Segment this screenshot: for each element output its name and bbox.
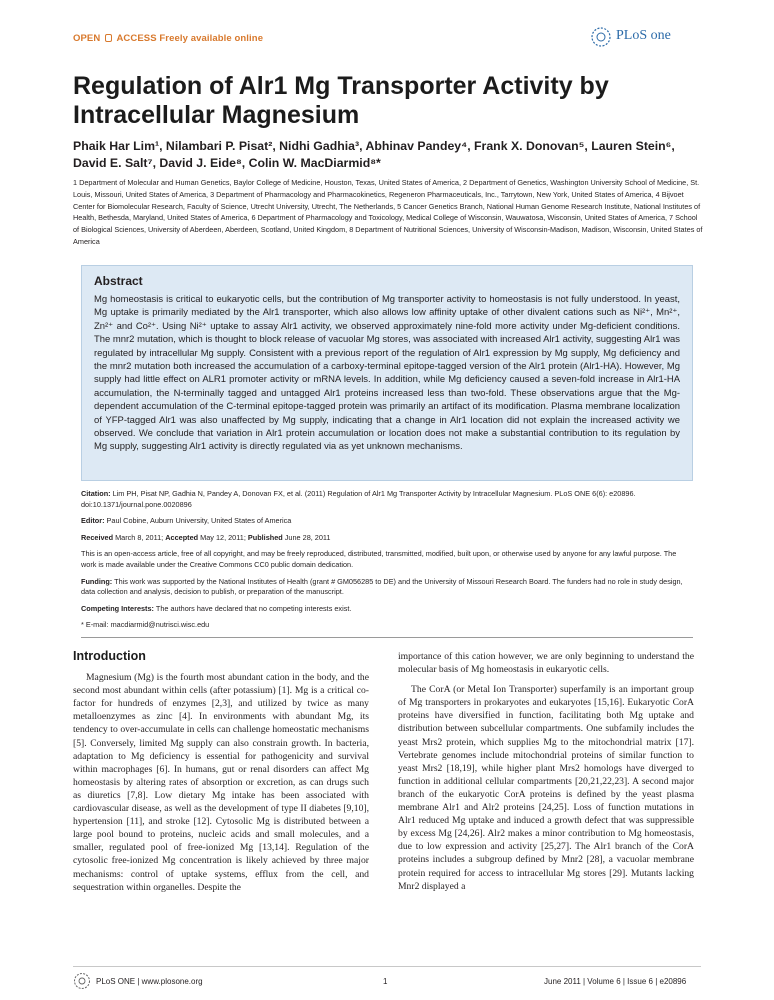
article-meta bbox=[81, 489, 693, 637]
citation-text: Lim PH, Pisat NP, Gadhia N, Pandey A, Donovan FX, et al. (2011) Regulation of Alr1 Mg Transporter Activity by Intracellular Magnesium. PLoS ONE 6(6): e20896. doi:10.1371/journal.pone.0020896 bbox=[81, 489, 636, 509]
footer-divider bbox=[73, 966, 701, 967]
body-column-right bbox=[398, 650, 694, 893]
citation: Citation: Lim PH, Pisat NP, Gadhia N, Pandey A, Donovan FX, et al. (2011) Regulation of Alr1 Mg Transporter Activity by Intracellular Magnesium. PLoS ONE 6(6): e20896. doi:10.1371/journal.pone.0020896 bbox=[81, 489, 636, 509]
open-access-lock-icon bbox=[105, 34, 112, 42]
authors-line-2: David E. Salt⁷, David J. Eide⁸, Colin W. MacDiarmid⁸* bbox=[73, 156, 381, 170]
plos-logo[interactable] bbox=[590, 24, 700, 50]
funding-text: This work was supported by the National Institutes of Health (grant # GM056285 to DE) and the University of Missouri Research Board. The funders had no role in study design, data collection and analysis, decision to publish, or preparation of the manuscript. bbox=[81, 576, 683, 597]
footer-issue: June 2011 | Volume 6 | Issue 6 | e20896 bbox=[544, 977, 687, 986]
competing-interests: Competing Interests: The authors have declared that no competing interests exist. bbox=[81, 603, 352, 613]
author-list bbox=[73, 138, 713, 172]
editor: Editor: Paul Cobine, Auburn University, United States of America bbox=[81, 516, 292, 526]
editor-text: Paul Cobine, Auburn University, United States of America bbox=[106, 516, 292, 526]
license: This is an open-access article, free of all copyright, and may be freely reproduced, distributed, transmitted, modified, built upon, or otherwise used by anyone for any lawful purpose. The work is made available under the Creative Commons CC0 public domain dedication. bbox=[81, 549, 677, 569]
funding: Funding: This work was supported by the National Institutes of Health (grant # GM056285 to DE) and the University of Missouri Research Board. The funders had no role in study design, data collection and analysis, decision to publish, or preparation of the manuscript. bbox=[81, 576, 683, 597]
abstract-box bbox=[81, 265, 693, 481]
intro-paragraph-2: importance of this cation however, we are only beginning to understand the molecular basis of Mg homeostasis in eukaryotic cells. bbox=[398, 651, 694, 676]
body-column-left bbox=[73, 650, 369, 894]
intro-paragraph-1: Magnesium (Mg) is the fourth most abundant cation in the body, and the second most abundant within cells (after potassium) [1]. Mg is a critical co-factor for hundreds of enzymes [2,3], and utilized by twice as many metalloenzymes as zinc [4]. In environments with abundant Mg, its tendency to over-accumulate in cells can challenge homeostatic mechanisms [5]. Conversely, limited Mg supply can also constrain growth. In bacteria, adaptation to Mg deficiency is essential for pathogenicity and survival within macrophages [6]. In humans, gut or renal disorders can affect Mg homeostasis by altering rates of absorption or excretion, as can drugs such as diuretics [7,8]. Low dietary Mg intake has been associated with cardiovascular disease, as well as the development of type II diabetes [9,10], hypertension [11], and stroke [12]. Cytosolic Mg is distributed between a large pool bound to proteins, nucleic acids and small molecules, and a smaller, regulated pool of free-ionized Mg [13,14]. Regulation of the cytosolic free-ionized Mg concentration is likely achieved by three major mechanisms: control of uptake systems, efflux from the cell, and sequestration within organelles. Despite the bbox=[73, 672, 369, 893]
open-access-label: OPEN bbox=[73, 33, 101, 44]
page-number: 1 bbox=[383, 977, 388, 986]
abstract-text: Mg homeostasis is critical to eukaryotic cells, but the contribution of Mg transporter activity to homeostasis is not fully understood. In yeast, Mg uptake is primarily mediated by the Alr1 transporter, which also allows low affinity uptake of other divalent cations such as Ni²⁺, Mn²⁺, Zn²⁺ and Co²⁺. Using Ni²⁺ uptake to assay Alr1 activity, we observed approximately nine-fold more activity under Mg-deficient conditions. The mnr2 mutation, which is thought to block release of vacuolar Mg stores, was associated with increased Alr1 activity, suggesting Alr1 was regulated by intracellular Mg supply. Consistent with a previous report of the regulation of Alr1 expression by Mg supply, Mg deficiency and the mnr2 mutation both increased the accumulation of a carboxy-terminal epitope-tagged version of the Alr1 protein (Alr1-HA). However, Mg supply had little effect on ALR1 promoter activity or mRNA levels. In addition, while Mg deficiency caused a seven-fold increase in Alr1-HA accumulation, the N-terminally tagged and untagged Alr1 proteins increased less than two-fold. These observations argue that the Mg-dependent accumulation of the C-terminal epitope-tagged protein was primarily an artifact of its modification. Plasma membrane localization of YFP-tagged Alr1 was also unaffected by Mg supply, indicating that a change in Alr1 location did not explain the increased activity we observed. We conclude that variation in Alr1 protein accumulation or location does not make a substantial contribution to its regulation by Mg supply, suggesting Alr1 activity is directly regulated via as yet unknown mechanisms. bbox=[94, 294, 680, 453]
open-access-banner bbox=[73, 33, 263, 44]
plos-footer-logo-icon bbox=[73, 972, 91, 990]
corresponding-email[interactable]: * E-mail: macdiarmid@nutrisci.wisc.edu bbox=[81, 620, 210, 630]
intro-paragraph-3: The CorA (or Metal Ion Transporter) superfamily is an important group of Mg transporters in prokaryotes and eukaryotes [15,16]. Eukaryotic CorA proteins have diversified in function, facilitating both Mg uptake and distribution between subcellular compartments. One subfamily includes the yeast Mrs2 protein, which supplies Mg to the mitochondrial matrix [17]. Vertebrate genomes include mitochondrial proteins of similar function to yeast Mrs2 [18,19], while higher plant Mrs2 homologs have diverged to function in additional cellular compartments [20,21,22,23]. A second major branch of the eukaryotic CorA proteins is defined by the yeast plasma membrane Alr1 and Alr2 proteins [24,25]. Loss of function mutations in Alr1 reduced Mg uptake and induced a growth defect that was suppressible by excess Mg [24,26]. Alr2 makes a minor contribution to Mg homeostasis, due to low expression and activity [25,27]. The Alr1 branch of the CorA proteins includes a subgroup defined by Mnr2 [28], a vacuolar membrane protein required for access to intracellular Mg stores [29]. Mutants lacking Mnr2 displayed a bbox=[398, 684, 694, 892]
meta-divider bbox=[81, 637, 693, 638]
competing-text: The authors have declared that no competing interests exist. bbox=[155, 603, 352, 613]
article-title: Regulation of Alr1 Mg Transporter Activity by Intracellular Magnesium bbox=[73, 72, 609, 129]
access-label: ACCESS Freely available online bbox=[116, 33, 264, 44]
footer-journal[interactable]: PLoS ONE | www.plosone.org bbox=[96, 977, 203, 986]
plos-logo-text: PLoS one bbox=[616, 28, 671, 43]
affiliations: 1 Department of Molecular and Human Genetics, Baylor College of Medicine, Houston, Texas, United States of America, 2 Department of Genetics, Washington University School of Medicine, St. Louis, Missouri, United States of America, 3 Department of Pharmacology and Pharmacokinetics, Regeneron Pharmaceuticals, Inc., Tarrytown, New York, United States of America, 4 Bijvoet Center for Biomolecular Research, Faculty of Science, Utrecht University, Utrecht, The Netherlands, 5 Cancer Genetics Branch, National Human Genome Research Institute, National Institutes of Health, Bethesda, Maryland, United States of America, 6 Department of Pharmacology and Toxicology, Medical College of Wisconsin, Wauwatosa, Wisconsin, United States of America, 7 School of Biological Sciences, University of Aberdeen, Aberdeen, Scotland, United Kingdom, 8 Department of Nutritional Sciences, University of Wisconsin-Madison, Madison, Wisconsin, United States of America bbox=[73, 178, 703, 246]
abstract-heading: Abstract bbox=[94, 274, 143, 288]
authors-line-1: Phaik Har Lim¹, Nilambari P. Pisat², Nidhi Gadhia³, Abhinav Pandey⁴, Frank X. Donovan⁵, Lauren Stein⁶, bbox=[73, 139, 675, 153]
introduction-heading: Introduction bbox=[73, 649, 146, 663]
plos-logo-icon bbox=[590, 26, 612, 48]
dates: Received March 8, 2011; Accepted May 12, 2011; Published June 28, 2011 bbox=[81, 532, 331, 542]
